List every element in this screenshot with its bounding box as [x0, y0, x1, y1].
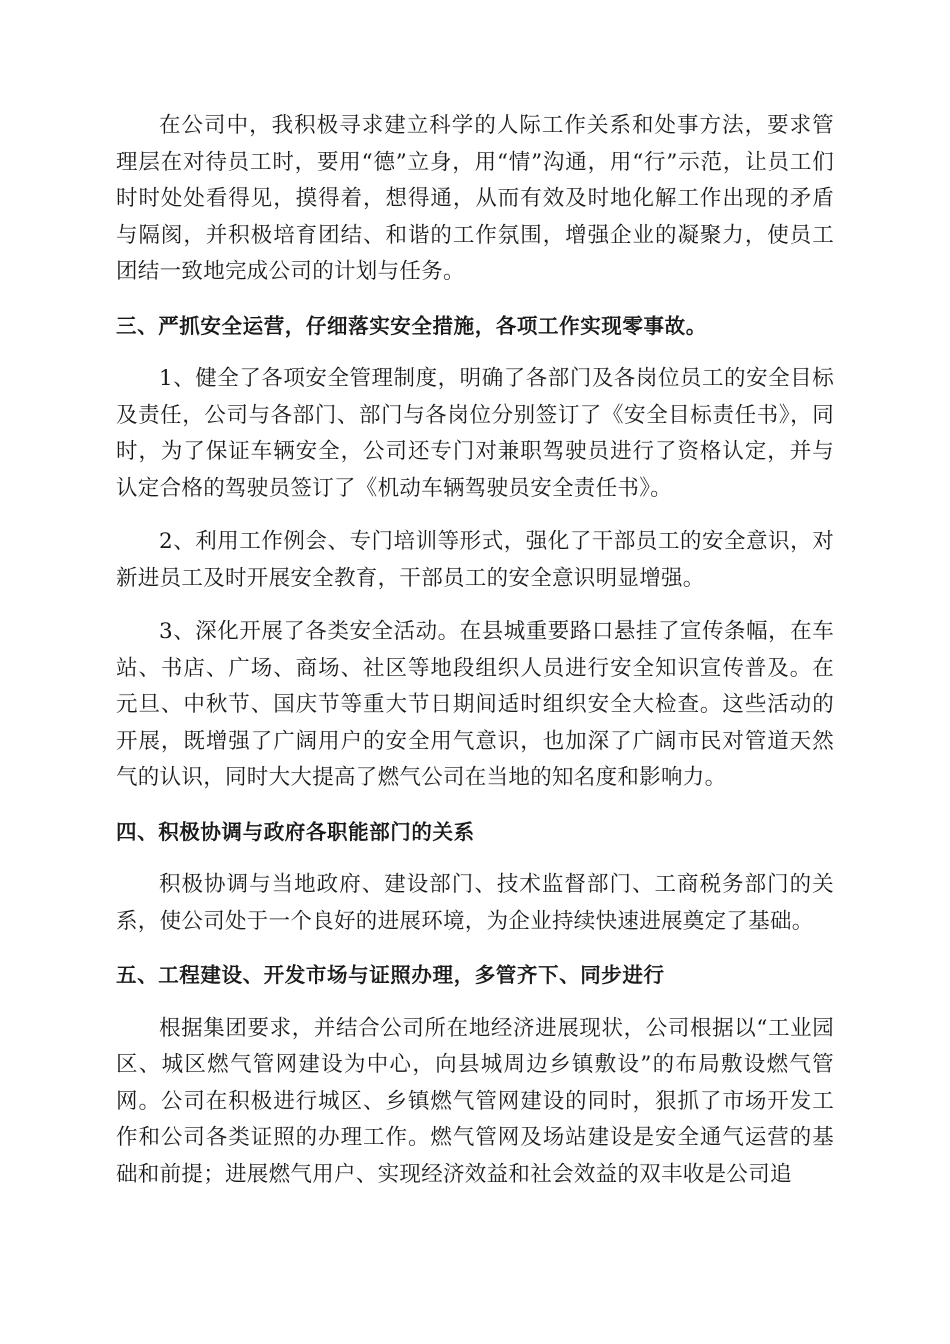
- spacer: [116, 940, 834, 957]
- paragraph-safety-rules: 1、健全了各项安全管理制度，明确了各部门及各岗位员工的安全目标及责任，公司与各部门、部门与各岗位分别签订了《安全目标责任书》，同时，为了保证车辆安全，公司还专门对兼职驾驶员进行了资格认定，并与认定合格的驾驶员签订了《机动车辆驾驶员安全责任书》。: [116, 366, 834, 501]
- spacer: [116, 597, 834, 614]
- paragraph-safety-activities: 3、深化开展了各类安全活动。在县城重要路口悬挂了宣传条幅，在车站、书店、广场、商场、社区等地段组织人员进行安全知识宣传普及。在元旦、中秋节、国庆节等重大节日期间适时组织安全大检查。这些活动的开展，既增强了广阔用户的安全用气意识，也加深了广阔市民对管道天然气的认识，同时大大提高了燃气公司在当地的知名度和影响力。: [116, 619, 834, 790]
- spacer: [116, 797, 834, 814]
- paragraph-government-relations: 积极协调与当地政府、建设部门、技术监督部门、工商税务部门的关系，使公司处于一个良好的进展环境，为企业持续快速进展奠定了基础。: [116, 872, 834, 934]
- spacer: [116, 291, 834, 308]
- paragraph-safety-training: 2、利用工作例会、专门培训等形式，强化了干部员工的安全意识，对新进员工及时开展安全教育，干部员工的安全意识明显增强。: [116, 529, 834, 591]
- section-heading-4: 四、积极协调与政府各职能部门的关系: [116, 819, 475, 844]
- spacer: [116, 507, 834, 524]
- spacer: [116, 994, 834, 1011]
- spacer: [116, 850, 834, 867]
- paragraph-interpersonal-relations: 在公司中，我积极寻求建立科学的人际工作关系和处事方法，要求管理层在对待员工时，要用“德”立身，用“情”沟通，用“行”示范，让员工们时时处处看得见，摸得着，想得通，从而有效及时地化解工作出现的矛盾与隔阂，并积极培育团结、和谐的工作氛围，增强企业的凝聚力，使员工团结一致地完成公司的计划与任务。: [116, 113, 834, 284]
- paragraph-construction-market: 根据集团要求，并结合公司所在地经济进展现状，公司根据以“工业园区、城区燃气管网建设为中心，向县城周边乡镇敷设”的布局敷设燃气管网。公司在积极进行城区、乡镇燃气管网建设的同时，狠抓了市场开发工作和公司各类证照的办理工作。燃气管网及场站建设是安全通气运营的基础和前提；进展燃气用户、实现经济效益和社会效益的双丰收是公司追: [116, 1015, 834, 1187]
- spacer: [116, 344, 834, 361]
- section-heading-5: 五、工程建设、开发市场与证照办理，多管齐下、同步进行: [116, 963, 665, 987]
- document-body: [116, 108, 834, 1193]
- section-heading-3: 三、严抓安全运营，仔细落实安全措施，各项工作实现零事故。: [116, 313, 707, 338]
